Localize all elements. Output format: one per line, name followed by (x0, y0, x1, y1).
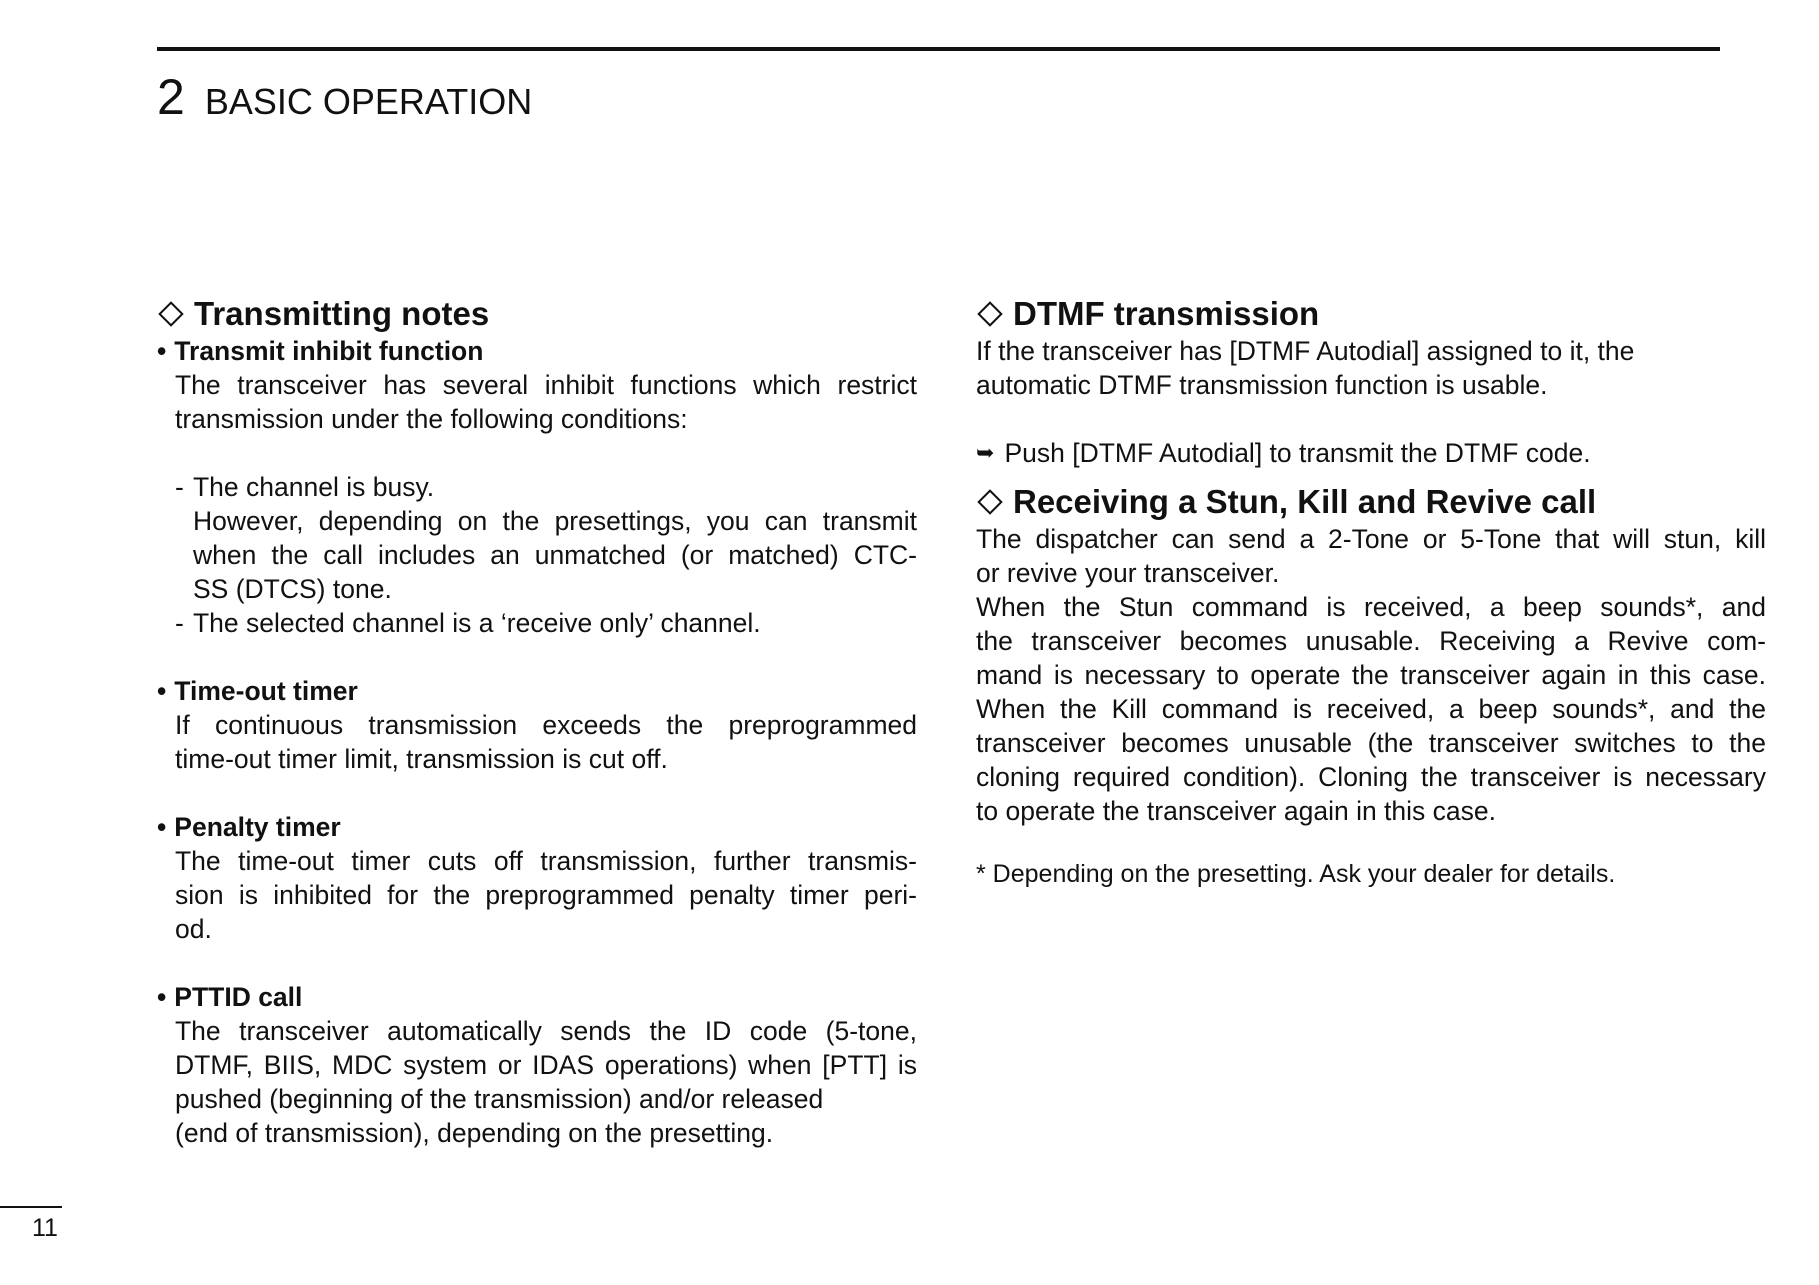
paragraph-line: The dispatcher can send a 2-Tone or 5-Tone that will stun, kill (976, 524, 1766, 554)
paragraph-line: sion is inhibited for the preprogrammed penalty timer peri- (175, 880, 917, 910)
paragraph-line: The selected channel is a ‘receive only’ channel. (193, 608, 761, 638)
paragraph-line: The transceiver automatically sends the ID code (5-tone, (175, 1016, 917, 1046)
paragraph-line: If the transceiver has [DTMF Autodial] assigned to it, the (976, 336, 1635, 366)
paragraph-line: The time-out timer cuts off transmission, further transmis- (175, 846, 917, 876)
paragraph-line: or revive your transceiver. (976, 558, 1280, 588)
paragraph-line: pushed (beginning of the transmission) and/or released (175, 1084, 824, 1114)
header-rule (157, 47, 1720, 51)
diamond-icon (158, 301, 183, 326)
footnote: * Depending on the presetting. Ask your dealer for details. (976, 860, 1616, 888)
stun-kill-revive-heading (976, 482, 1766, 522)
chapter-number: 2 (157, 69, 185, 125)
dash-marker: - (175, 472, 184, 502)
dash-marker: - (175, 608, 184, 638)
left-column (157, 294, 917, 1150)
stun-kill-revive-title: Receiving a Stun, Kill and Revive call (1013, 483, 1597, 520)
chapter-header (157, 69, 533, 125)
bullet-icon: • (157, 982, 167, 1012)
paragraph-line: to operate the transceiver again in this case. (976, 796, 1496, 826)
paragraph-line: The transceiver has several inhibit functions which restrict (175, 370, 917, 400)
dtmf-step-text: Push [DTMF Autodial] to transmit the DTMF code. (1004, 438, 1591, 468)
dash-list-item (157, 470, 917, 606)
paragraph-line: cloning required condition). Cloning the transceiver is necessary (976, 762, 1766, 792)
diamond-icon (977, 301, 1002, 326)
transmitting-notes-title: Transmitting notes (194, 295, 490, 332)
dtmf-transmission-title: DTMF transmission (1013, 295, 1320, 332)
paragraph-line: when the call includes an unmatched (or matched) CTC- (193, 540, 917, 570)
dtmf-step (976, 436, 1766, 470)
paragraph-line: However, depending on the presettings, you can transmit (193, 506, 917, 536)
chapter-title: BASIC OPERATION (204, 81, 533, 122)
paragraph-line: The channel is busy. (193, 472, 435, 502)
arrow-right-icon: ➥ (976, 440, 995, 465)
paragraph-line: When the Kill command is received, a beep sounds*, and the (976, 694, 1766, 724)
paragraph-line: (end of transmission), depending on the presetting. (175, 1118, 774, 1148)
page-number-rule (0, 1206, 62, 1208)
paragraph-line: automatic DTMF transmission function is usable. (976, 370, 1548, 400)
paragraph-line: the transceiver becomes unusable. Receiving a Revive com- (976, 626, 1766, 656)
item-title-text: Transmit inhibit function (174, 336, 484, 366)
paragraph-line: transceiver becomes unusable (the transceiver switches to the (976, 728, 1766, 758)
paragraph-line: SS (DTCS) tone. (193, 574, 392, 604)
item-title-penalty-timer (157, 810, 917, 844)
right-column (976, 294, 1766, 890)
bullet-icon: • (157, 676, 167, 706)
paragraph-line: DTMF, BIIS, MDC system or IDAS operations) when [PTT] is (175, 1050, 917, 1080)
item-title-text: Time-out timer (174, 676, 358, 706)
dtmf-transmission-heading (976, 294, 1766, 334)
paragraph-line: mand is necessary to operate the transceiver again in this case. (976, 660, 1766, 690)
diamond-icon (977, 489, 1002, 514)
item-title-time-out-timer (157, 674, 917, 708)
item-title-pttid-call (157, 980, 917, 1014)
paragraph-line: od. (175, 914, 212, 944)
page-number: 11 (32, 1214, 58, 1242)
item-title-transmit-inhibit (157, 334, 917, 368)
item-title-text: Penalty timer (174, 812, 341, 842)
item-title-text: PTTID call (174, 982, 303, 1012)
paragraph-line: transmission under the following conditions: (175, 404, 688, 434)
paragraph-line: time-out timer limit, transmission is cut off. (175, 744, 668, 774)
bullet-icon: • (157, 812, 167, 842)
bullet-icon: • (157, 336, 167, 366)
paragraph-line: When the Stun command is received, a beep sounds*, and (976, 592, 1766, 622)
dash-list-item (157, 606, 917, 640)
paragraph-line: If continuous transmission exceeds the preprogrammed (175, 710, 917, 740)
transmitting-notes-heading (157, 294, 917, 334)
